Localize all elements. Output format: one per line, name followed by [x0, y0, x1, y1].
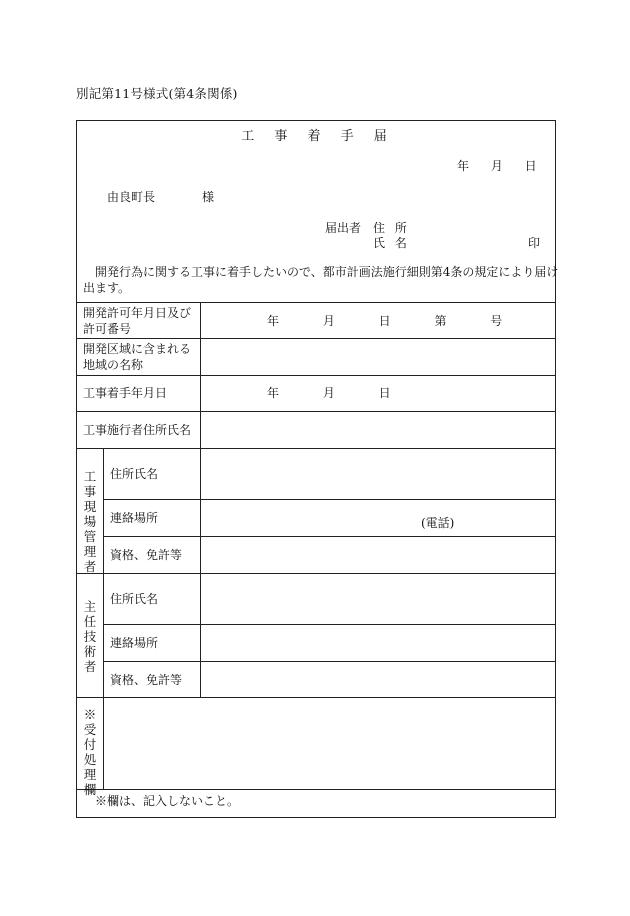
form-title: 工 事 着 手 届 [241, 129, 391, 144]
site-manager-label: 工事現場管理者 [83, 469, 97, 574]
site-manager-name-label: 住所氏名 [110, 467, 159, 481]
statement-line-2: 出ます。 [83, 281, 131, 295]
divider [103, 624, 555, 625]
divider [103, 448, 104, 789]
area-label-line-2: 地域の名称 [83, 358, 144, 372]
chief-engineer-contact-label: 連絡場所 [110, 636, 159, 650]
seal-mark: 印 [528, 236, 541, 250]
construction-start-notification-form [76, 120, 559, 818]
area-label-line-1: 開発区域に含まれる [83, 342, 192, 356]
divider [103, 661, 555, 662]
divider [77, 448, 555, 449]
addressee: 由良町長 [107, 190, 156, 204]
chief-engineer-label: 主任技術者 [83, 599, 97, 674]
divider [77, 375, 555, 376]
statement-line-1: 開発行為に関する工事に着手したいので、都市計画法施行細則第4条の規定により届け [95, 265, 559, 279]
divider [77, 302, 555, 303]
chief-engineer-name-label: 住所氏名 [110, 592, 159, 606]
divider [77, 789, 555, 790]
date-line: 年 月 日 [457, 159, 537, 173]
divider [200, 448, 201, 697]
name-label: 氏 名 [373, 236, 407, 250]
permit-date-number-field[interactable]: 年 月 日 第 号 [267, 314, 503, 328]
contractor-field[interactable] [201, 412, 555, 447]
divider [103, 499, 555, 500]
applicant-label: 届出者 [325, 221, 362, 235]
reception-label: ※受付処理欄 [83, 707, 97, 797]
permit-label-line-1: 開発許可年月日及び [83, 306, 192, 320]
chief-engineer-qualification-label: 資格、免許等 [110, 673, 183, 687]
form-caption: 別記第11号様式(第4条関係) [76, 86, 238, 101]
start-date-label: 工事着手年月日 [83, 386, 168, 400]
start-date-field[interactable]: 年 月 日 [267, 386, 391, 400]
divider [77, 573, 555, 574]
divider [77, 697, 555, 698]
permit-label-line-2: 許可番号 [83, 322, 132, 336]
site-manager-qualification-label: 資格、免許等 [110, 548, 183, 562]
address-label: 住 所 [373, 221, 407, 235]
area-name-field[interactable] [201, 339, 555, 374]
divider [103, 536, 555, 537]
addressee-honorific: 様 [202, 190, 215, 204]
footer-note: ※欄は、記入しないこと。 [95, 794, 240, 808]
site-manager-contact-label: 連絡場所 [110, 511, 159, 525]
contractor-label: 工事施行者住所氏名 [83, 423, 192, 437]
site-manager-phone-label: (電話) [421, 516, 455, 530]
